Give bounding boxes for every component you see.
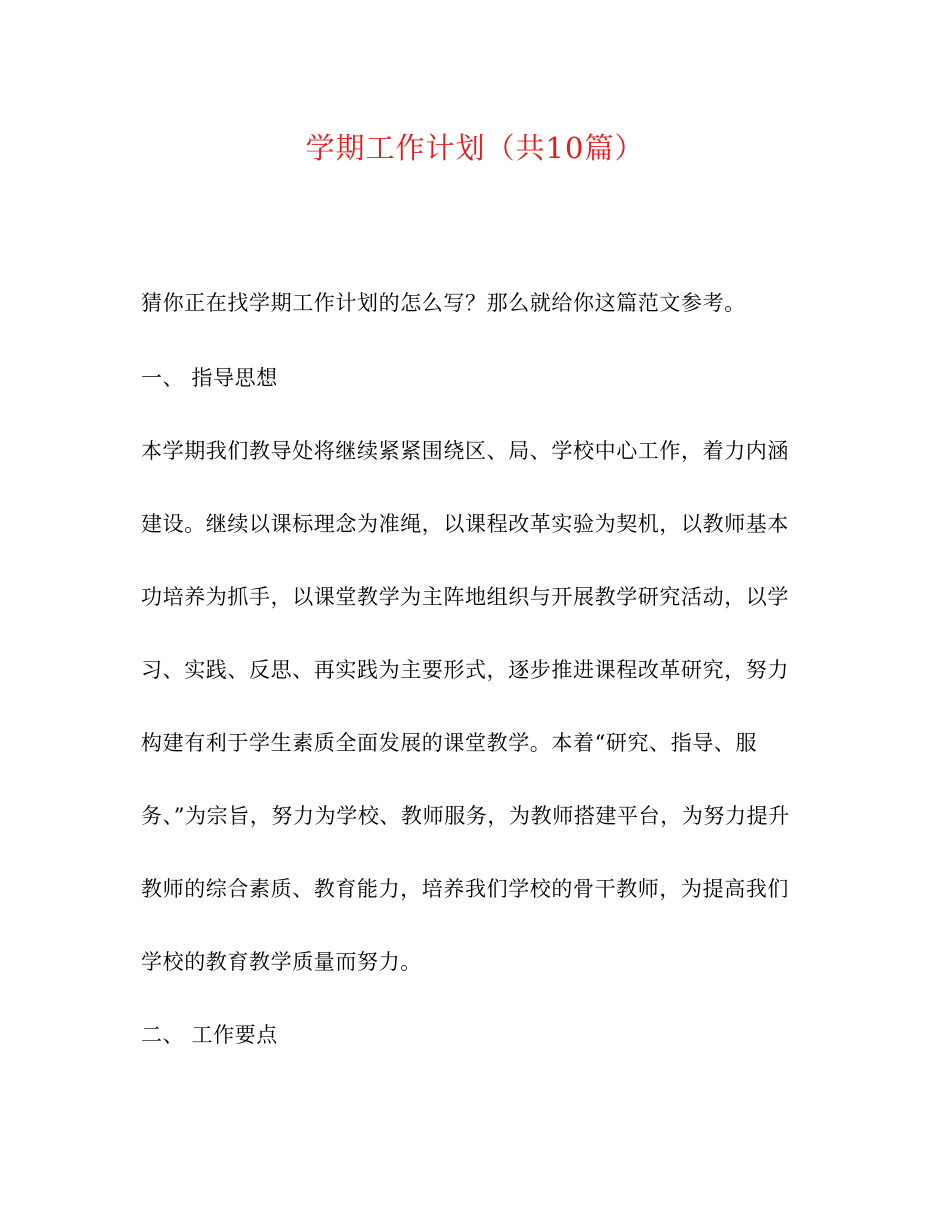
paragraph-line: 构建有利于学生素质全面发展的课堂教学。本着“研究、指导、服: [141, 731, 758, 755]
paragraph-line: 务、”为宗旨，努力为学校、教师服务，为教师搭建平台，为努力提升: [141, 804, 790, 828]
paragraph-line: 功培养为抓手，以课堂教学为主阵地组织与开展教学研究活动，以学: [141, 585, 789, 609]
section-heading-work-points: 二、 工作要点: [141, 1023, 278, 1047]
document-title: 学期工作计划（共10篇）: [305, 131, 645, 165]
section-heading-guiding-ideology: 一、 指导思想: [141, 366, 278, 390]
paragraph-line: 学校的教育教学质量而努力。: [141, 950, 422, 974]
paragraph-line: 建设。继续以课标理念为准绳，以课程改革实验为契机，以教师基本: [141, 512, 789, 536]
paragraph-line: 教师的综合素质、教育能力，培养我们学校的骨干教师，为提高我们: [141, 877, 789, 901]
paragraph-line: 本学期我们教导处将继续紧紧围绕区、局、学校中心工作，着力内涵: [141, 439, 789, 463]
intro-line: 猜你正在找学期工作计划的怎么写？那么就给你这篇范文参考。: [141, 291, 746, 315]
paragraph-line: 习、实践、反思、再实践为主要形式，逐步推进课程改革研究，努力: [141, 658, 789, 682]
